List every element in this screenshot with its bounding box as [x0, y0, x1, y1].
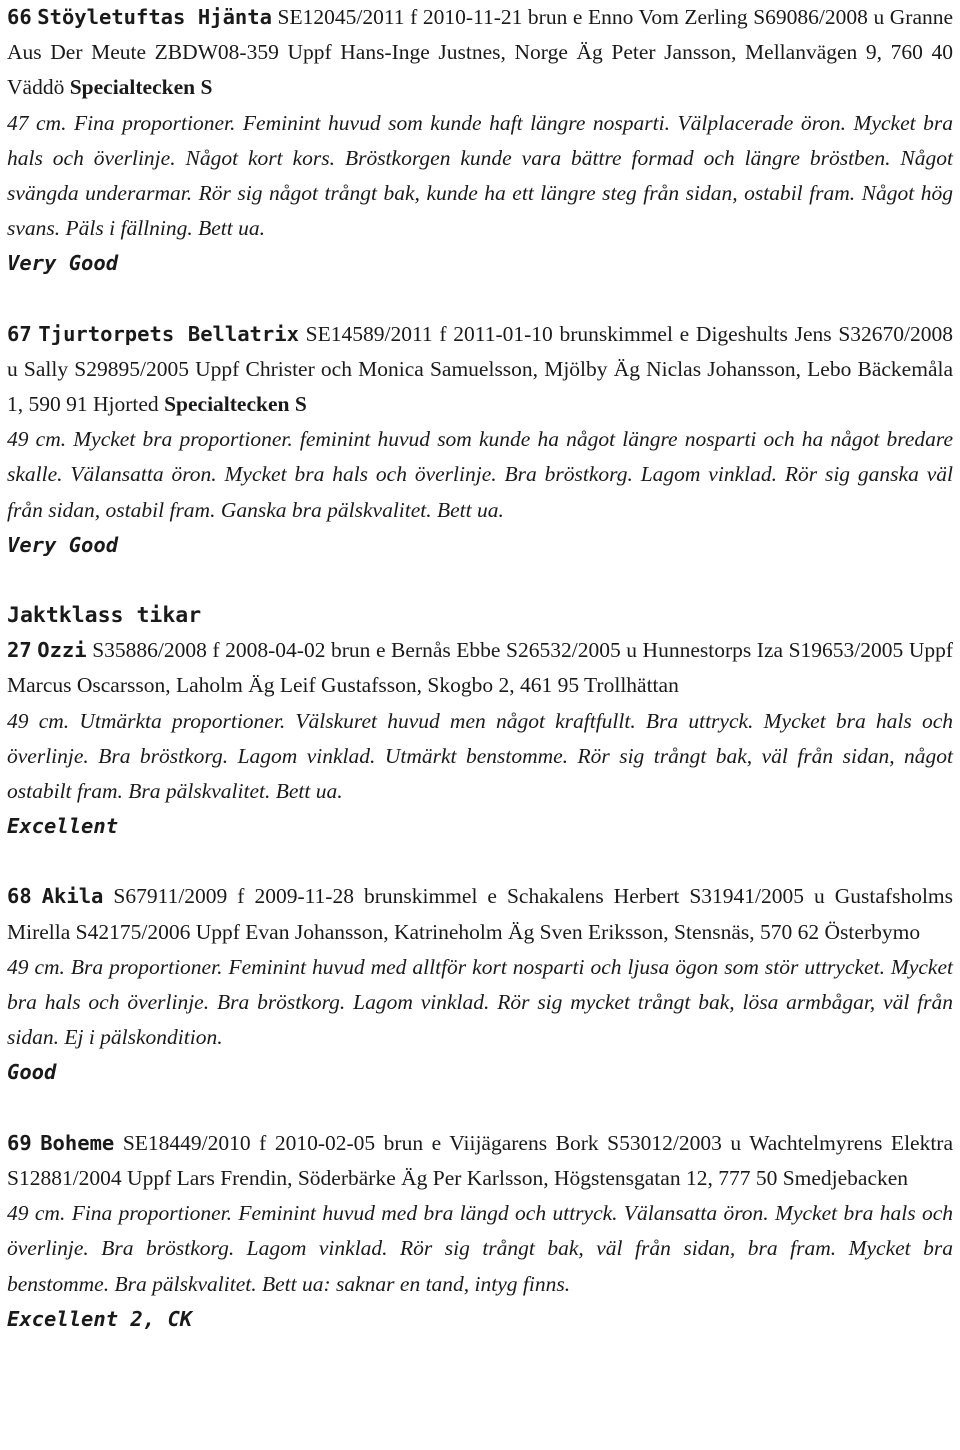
- entry-details: S35886/2008 f 2008-04-02 brun e Bernås Ebbe S26532/2005 u Hunnestorps Iza S19653/2005 Uppf Marcus Oscarsson, Laholm Äg Leif Gustafsson, Skogbo 2, 461 95 Trollhättan: [7, 638, 954, 698]
- spacer: [7, 563, 953, 598]
- special-mark: Specialtecken S: [69, 75, 213, 100]
- entry-header: [7, 317, 953, 423]
- special-mark: Specialtecken S: [164, 392, 307, 417]
- dog-entry: [7, 317, 953, 563]
- entry-header: [7, 633, 953, 703]
- entry-grade: Good: [7, 1060, 57, 1085]
- dog-name: Tjurtorpets Bellatrix: [38, 321, 299, 346]
- entry-grade: Excellent 2, CK: [7, 1306, 193, 1331]
- dog-entry: [7, 879, 953, 1090]
- entry-grade: Very Good: [7, 532, 119, 557]
- section-heading: Jaktklass tikar: [7, 603, 202, 629]
- dog-name: Boheme: [40, 1130, 115, 1155]
- spacer: [7, 1091, 953, 1126]
- dog-entry: [7, 0, 953, 282]
- entry-critique: 49 cm. Utmärkta proportioner. Välskuret huvud men något kraftfullt. Bra uttryck. Mycket bra hals och överlinje. Bra bröstkorg. Lagom vinklad. Utmärkt benstomme. Rör sig trångt bak, väl från sidan, något ostabilt fram. Bra pälskvalitet. Bett ua.: [7, 708, 953, 804]
- entry-number: 27: [7, 638, 32, 663]
- spacer: [7, 844, 953, 879]
- entry-critique: 47 cm. Fina proportioner. Feminint huvud som kunde haft längre nosparti. Välplacerade öron. Mycket bra hals och överlinje. Något kort kors. Bröstkorgen kunde vara bättre formad och längre bröstben. Något svängda underarmar. Rör sig något trångt bak, kunde ha ett längre steg från sidan, ostabil fram. Något hög svans. Päls i fällning. Bett ua.: [7, 110, 953, 241]
- entry-grade: Excellent: [7, 814, 119, 839]
- entry-number: 67: [7, 321, 32, 346]
- dog-name: Akila: [41, 884, 104, 909]
- dog-name: Stöyletuftas Hjänta: [37, 5, 272, 29]
- entry-details: SE12045/2011 f 2010-11-21 brun e Enno Vom Zerling S69086/2008 u Granne Aus Der Meute ZBDW08-359 Uppf Hans-Inge Justnes, Norge Äg Peter Jansson, Mellanvägen 9, 760 40 Väddö: [7, 5, 954, 100]
- entry-header: [7, 879, 953, 949]
- entry-header: [7, 0, 953, 106]
- dog-entry: [7, 1126, 953, 1337]
- entry-number: 66: [7, 5, 32, 29]
- entry-details: SE18449/2010 f 2010-02-05 brun e Viijägarens Bork S53012/2003 u Wachtelmyrens Elektra S12881/2004 Uppf Lars Frendin, Söderbärke Äg Per Karlsson, Högstensgatan 12, 777 50 Smedjebacken: [7, 1130, 954, 1190]
- entry-number: 68: [7, 884, 32, 909]
- entry-grade: Very Good: [7, 251, 119, 276]
- entry-details: S67911/2009 f 2009-11-28 brunskimmel e Schakalens Herbert S31941/2005 u Gustafsholms Mirella S42175/2006 Uppf Evan Johansson, Katrineholm Äg Sven Eriksson, Stensnäs, 570 62 Österbymo: [7, 884, 954, 944]
- dog-name: Ozzi: [37, 638, 87, 663]
- entry-critique: 49 cm. Fina proportioner. Feminint huvud med bra längd och uttryck. Välansatta öron. Mycket bra hals och överlinje. Bra bröstkorg. Lagom vinklad. Rör sig trångt bak, väl från sidan, bra fram. Mycket bra benstomme. Bra pälskvalitet. Bett ua: saknar en tand, intyg finns.: [7, 1201, 953, 1296]
- entry-number: 69: [7, 1130, 32, 1155]
- spacer: [7, 282, 953, 317]
- entry-details: SE14589/2011 f 2011-01-10 brunskimmel e Digeshults Jens S32670/2008 u Sally S29895/2005 Uppf Christer och Monica Samuelsson, Mjölby Äg Niclas Johansson, Lebo Bäckemåla 1, 590 91 Hjorted: [7, 321, 954, 417]
- dog-entry: [7, 633, 953, 844]
- entry-critique: 49 cm. Bra proportioner. Feminint huvud med alltför kort nosparti och ljusa ögon som stör uttrycket. Mycket bra hals och överlinje. Bra bröstkorg. Lagom vinklad. Rör sig mycket trångt bak, lösa armbågar, väl från sidan. Ej i pälskondition.: [7, 954, 953, 1050]
- entry-critique: 49 cm. Mycket bra proportioner. feminint huvud som kunde ha något längre nosparti och ha något bredare skalle. Välansatta öron. Mycket bra hals och överlinje. Bra bröstkorg. Lagom vinklad. Rör sig ganska väl från sidan, ostabil fram. Ganska bra pälskvalitet. Bett ua.: [7, 427, 953, 522]
- entry-header: [7, 1126, 953, 1196]
